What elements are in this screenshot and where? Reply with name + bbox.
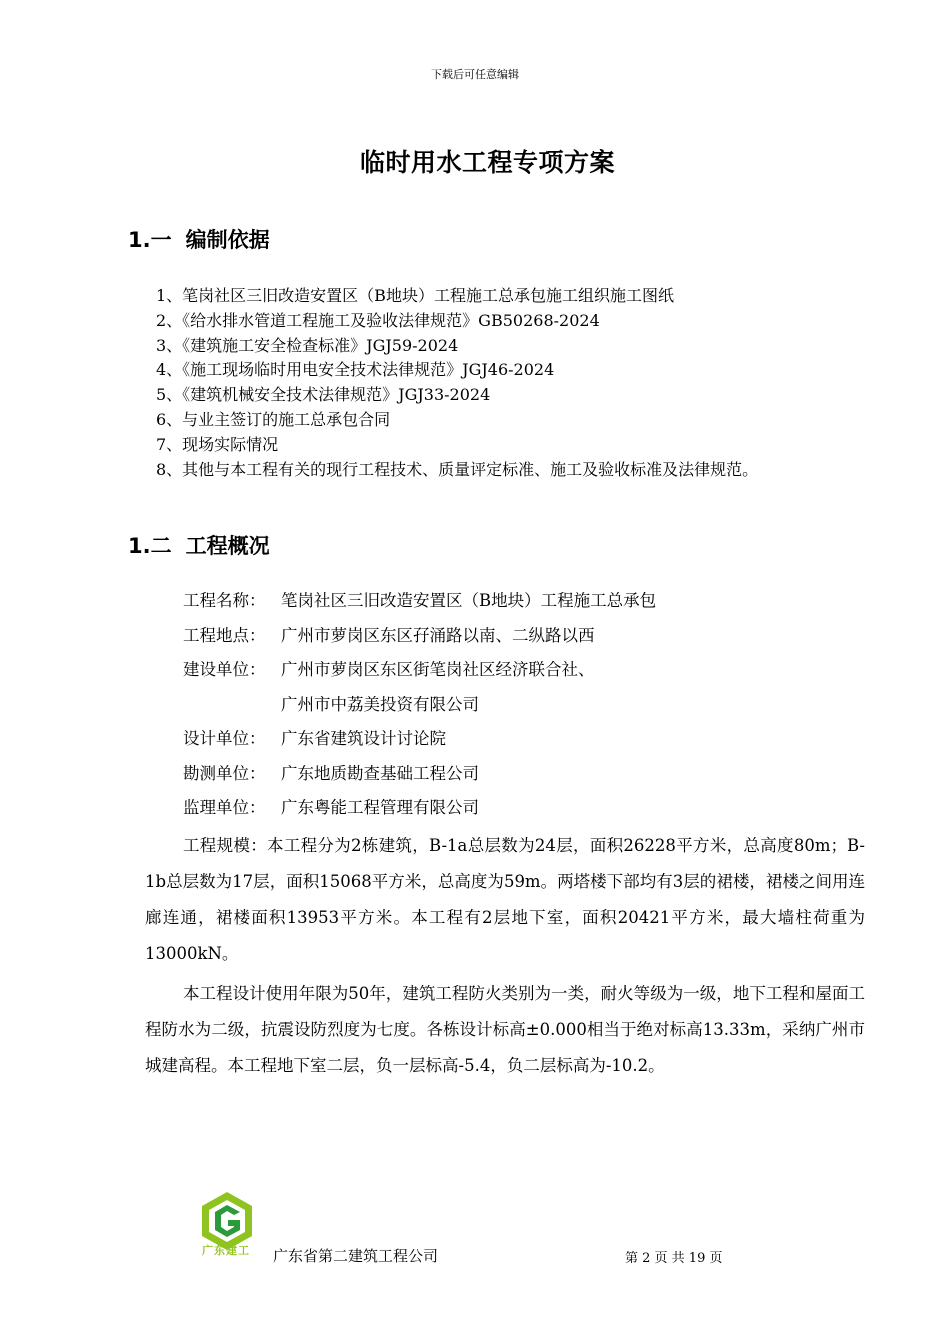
field-row	[145, 796, 865, 831]
field-row	[145, 762, 865, 797]
list-item: 4、《施工现场临时用电安全技术法律规范》JGJ46-2024	[156, 360, 555, 380]
field-value: 广东粤能工程管理有限公司	[281, 798, 479, 817]
field-row	[145, 589, 865, 624]
list-item: 3、《建筑施工安全检查标准》JGJ59-2024	[156, 335, 459, 355]
field-row	[145, 658, 865, 693]
section-1-heading	[128, 224, 270, 254]
field-value: 广东地质勘查基础工程公司	[281, 763, 479, 783]
field-key: 工程地点：	[183, 625, 266, 645]
field-value: 广州市中荔美投资有限公司	[281, 694, 479, 714]
list-item: 2、《给水排水管道工程施工及验收法律规范》GB50268-2024	[156, 310, 600, 330]
field-value: 广州市萝岗区东区街笔岗社区经济联合社、	[281, 660, 595, 679]
field-row	[145, 727, 865, 762]
field-key: 监理单位：	[183, 798, 266, 817]
field-value: 广州市萝岗区东区孖涌路以南、二纵路以西	[281, 625, 595, 645]
section-2-title: 工程概况	[185, 534, 270, 558]
field-value: 笔岗社区三旧改造安置区（B地块）工程施工总承包	[281, 591, 657, 610]
section-1-number: 1.一	[128, 228, 172, 252]
list-item: 8、其他与本工程有关的现行工程技术、质量评定标准、施工及验收标准及法律规范。	[156, 459, 759, 479]
list-item: 7、现场实际情况	[156, 434, 279, 454]
list-item: 5、《建筑机械安全技术法律规范》JGJ33-2024	[156, 385, 491, 405]
field-row	[145, 624, 865, 659]
field-key: 勘测单位：	[183, 763, 266, 783]
footer-company: 广东省第二建筑工程公司	[273, 1247, 439, 1265]
section-2-heading	[128, 530, 270, 560]
section-1-title: 编制依据	[185, 228, 270, 252]
list-item: 1、笔岗社区三旧改造安置区（B地块）工程施工总承包施工组织施工图纸	[156, 286, 674, 305]
list-item: 6、与业主签订的施工总承包合同	[156, 409, 391, 429]
scale-paragraph: 工程规模：本工程分为2栋建筑，B-1a总层数为24层，面积26228平方米，总高度80m；B-1b总层数为17层，面积15068平方米，总高度为59m。两塔楼下部均有3层的裙楼，裙楼之间用连廊连通，裙楼面积13953平方米。本工程有2层地下室，面积20421平方米，最大墙柱荷重为13000kN。	[145, 835, 865, 963]
design-paragraph: 本工程设计使用年限为50年，建筑工程防火类别为一类，耐火等级为一级，地下工程和屋面工程防水为二级，抗震设防烈度为七度。各栋设计标高±0.000相当于绝对标高13.33m，采纳广州市城建高程。本工程地下室二层，负一层标高-5.4，负二层标高为-10.2。	[145, 983, 865, 1075]
document-title: 临时用水工程专项方案	[359, 148, 615, 177]
reference-list	[145, 284, 860, 482]
header-note: 下载后可任意编辑	[431, 68, 519, 81]
field-key: 建设单位：	[183, 660, 266, 679]
project-overview	[145, 589, 865, 1084]
field-row	[145, 693, 865, 728]
field-key: 工程名称：	[183, 591, 266, 610]
section-2-number: 1.二	[128, 534, 172, 558]
page-number: 第 2 页 共 19 页	[625, 1251, 723, 1266]
field-key: 设计单位：	[183, 729, 266, 748]
logo-text: 广东建工	[202, 1244, 250, 1257]
field-value: 广东省建筑设计讨论院	[281, 729, 446, 748]
